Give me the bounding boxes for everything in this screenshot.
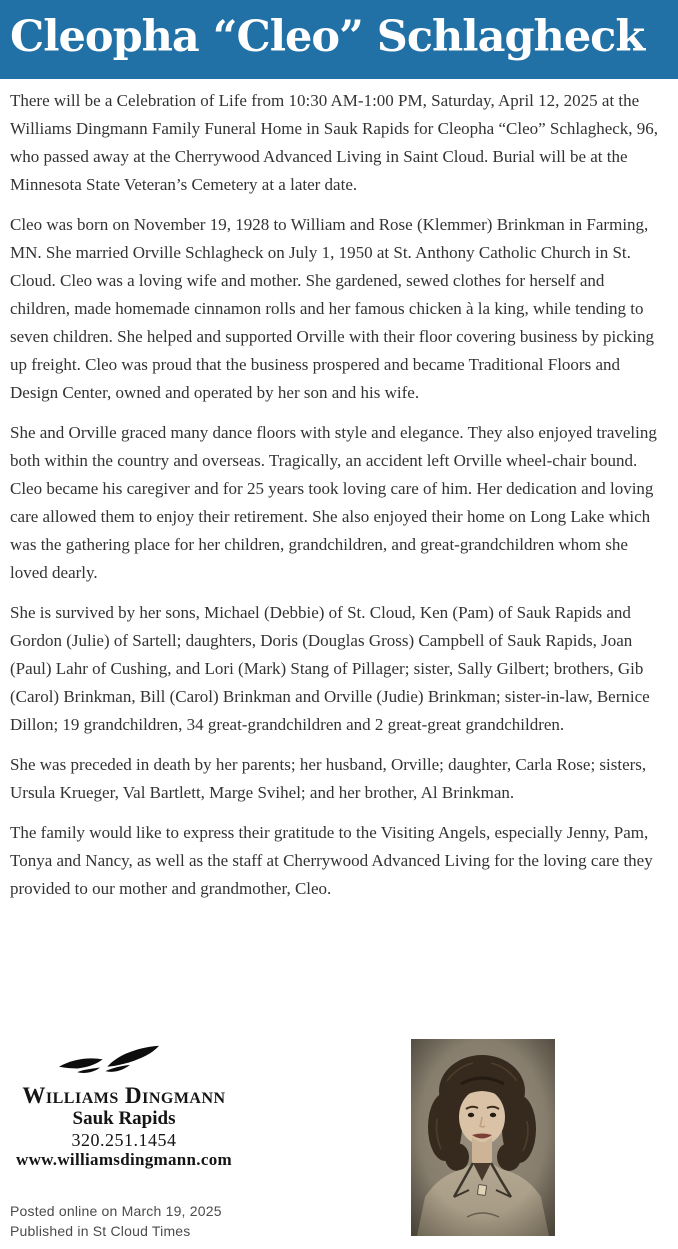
- portrait-photo: [411, 1039, 555, 1236]
- obituary-paragraph: The family would like to express their gratitude to the Visiting Angels, especially Jenny, Pam, Tonya and Nancy, as well as the staff at Cherrywood Advanced Living for the loving care they provided to our mother and grandmother, Cleo.: [10, 823, 653, 898]
- obituary-paragraph: There will be a Celebration of Life from 10:30 AM-1:00 PM, Saturday, April 12, 2025 at the Williams Dingmann Family Funeral Home in Sauk Rapids for Cleopha “Cleo” Schlagheck, 96, who passed away at the Cherrywood Advanced Living in Saint Cloud. Burial will be at the Minnesota State Veteran’s Cemetery at a later date.: [10, 91, 659, 194]
- page-title: Cleopha “Cleo” Schlagheck: [10, 11, 645, 62]
- funeral-home-website: www.williamsdingmann.com: [16, 1150, 232, 1169]
- obituary-paragraph: She is survived by her sons, Michael (Debbie) of St. Cloud, Ken (Pam) of Sauk Rapids and Gordon (Julie) of Sartell; daughters, Doris (Douglas Gross) Campbell of Sauk Rapids, Joan (Paul) Lahr of Cushing, and Lori (Mark) Stang of Pillager; sister, Sally Gilbert; brothers, Gib (Carol) Brinkman, Bill (Carol) Brinkman and Orville (Judie) Brinkman; sister-in-law, Bernice Dillon; 19 grandchildren, 34 great-grandchildren and 2 great-great grandchildren.: [10, 603, 650, 734]
- funeral-home-phone: 320.251.1454: [71, 1130, 177, 1150]
- funeral-home-logo: [6, 1043, 242, 1170]
- page-header: [0, 0, 678, 79]
- obituary-paragraph: Cleo was born on November 19, 1928 to William and Rose (Klemmer) Brinkman in Farming, MN. She married Orville Schlagheck on July 1, 1950 at St. Anthony Catholic Church in St. Cloud. Cleo was a loving wife and mother. She gardened, sewed clothes for herself and children, made homemade cinnamon rolls and her famous chicken à la king, while tending to seven children. She helped and supported Orville with their floor covering business by picking up freight. Cleo was proud that the business prospered and became Traditional Floors and Design Center, owned and operated by her son and his wife.: [10, 215, 654, 402]
- funeral-home-name: Williams Dingmann: [22, 1083, 226, 1108]
- page-footer: [10, 1201, 222, 1241]
- published-in: Published in St Cloud Times: [10, 1223, 191, 1239]
- birds-icon: [54, 1043, 166, 1083]
- posted-date: Posted online on March 19, 2025: [10, 1203, 222, 1219]
- obituary-article: [0, 79, 678, 1039]
- bottom-section: [0, 1039, 678, 1249]
- funeral-home-location: Sauk Rapids: [72, 1108, 176, 1129]
- obituary-paragraph: She and Orville graced many dance floors with style and elegance. They also enjoyed traveling both within the country and overseas. Tragically, an accident left Orville wheel-chair bound. Cleo became his caregiver and for 25 years took loving care of him. Her dedication and loving care allowed them to enjoy their retirement. She also enjoyed their home on Long Lake which was the gathering place for her children, grandchildren, and great-grandchildren whom she loved dearly.: [10, 423, 657, 582]
- obituary-paragraph: She was preceded in death by her parents; her husband, Orville; daughter, Carla Rose; sisters, Ursula Krueger, Val Bartlett, Marge Svihel; and her brother, Al Brinkman.: [10, 755, 647, 802]
